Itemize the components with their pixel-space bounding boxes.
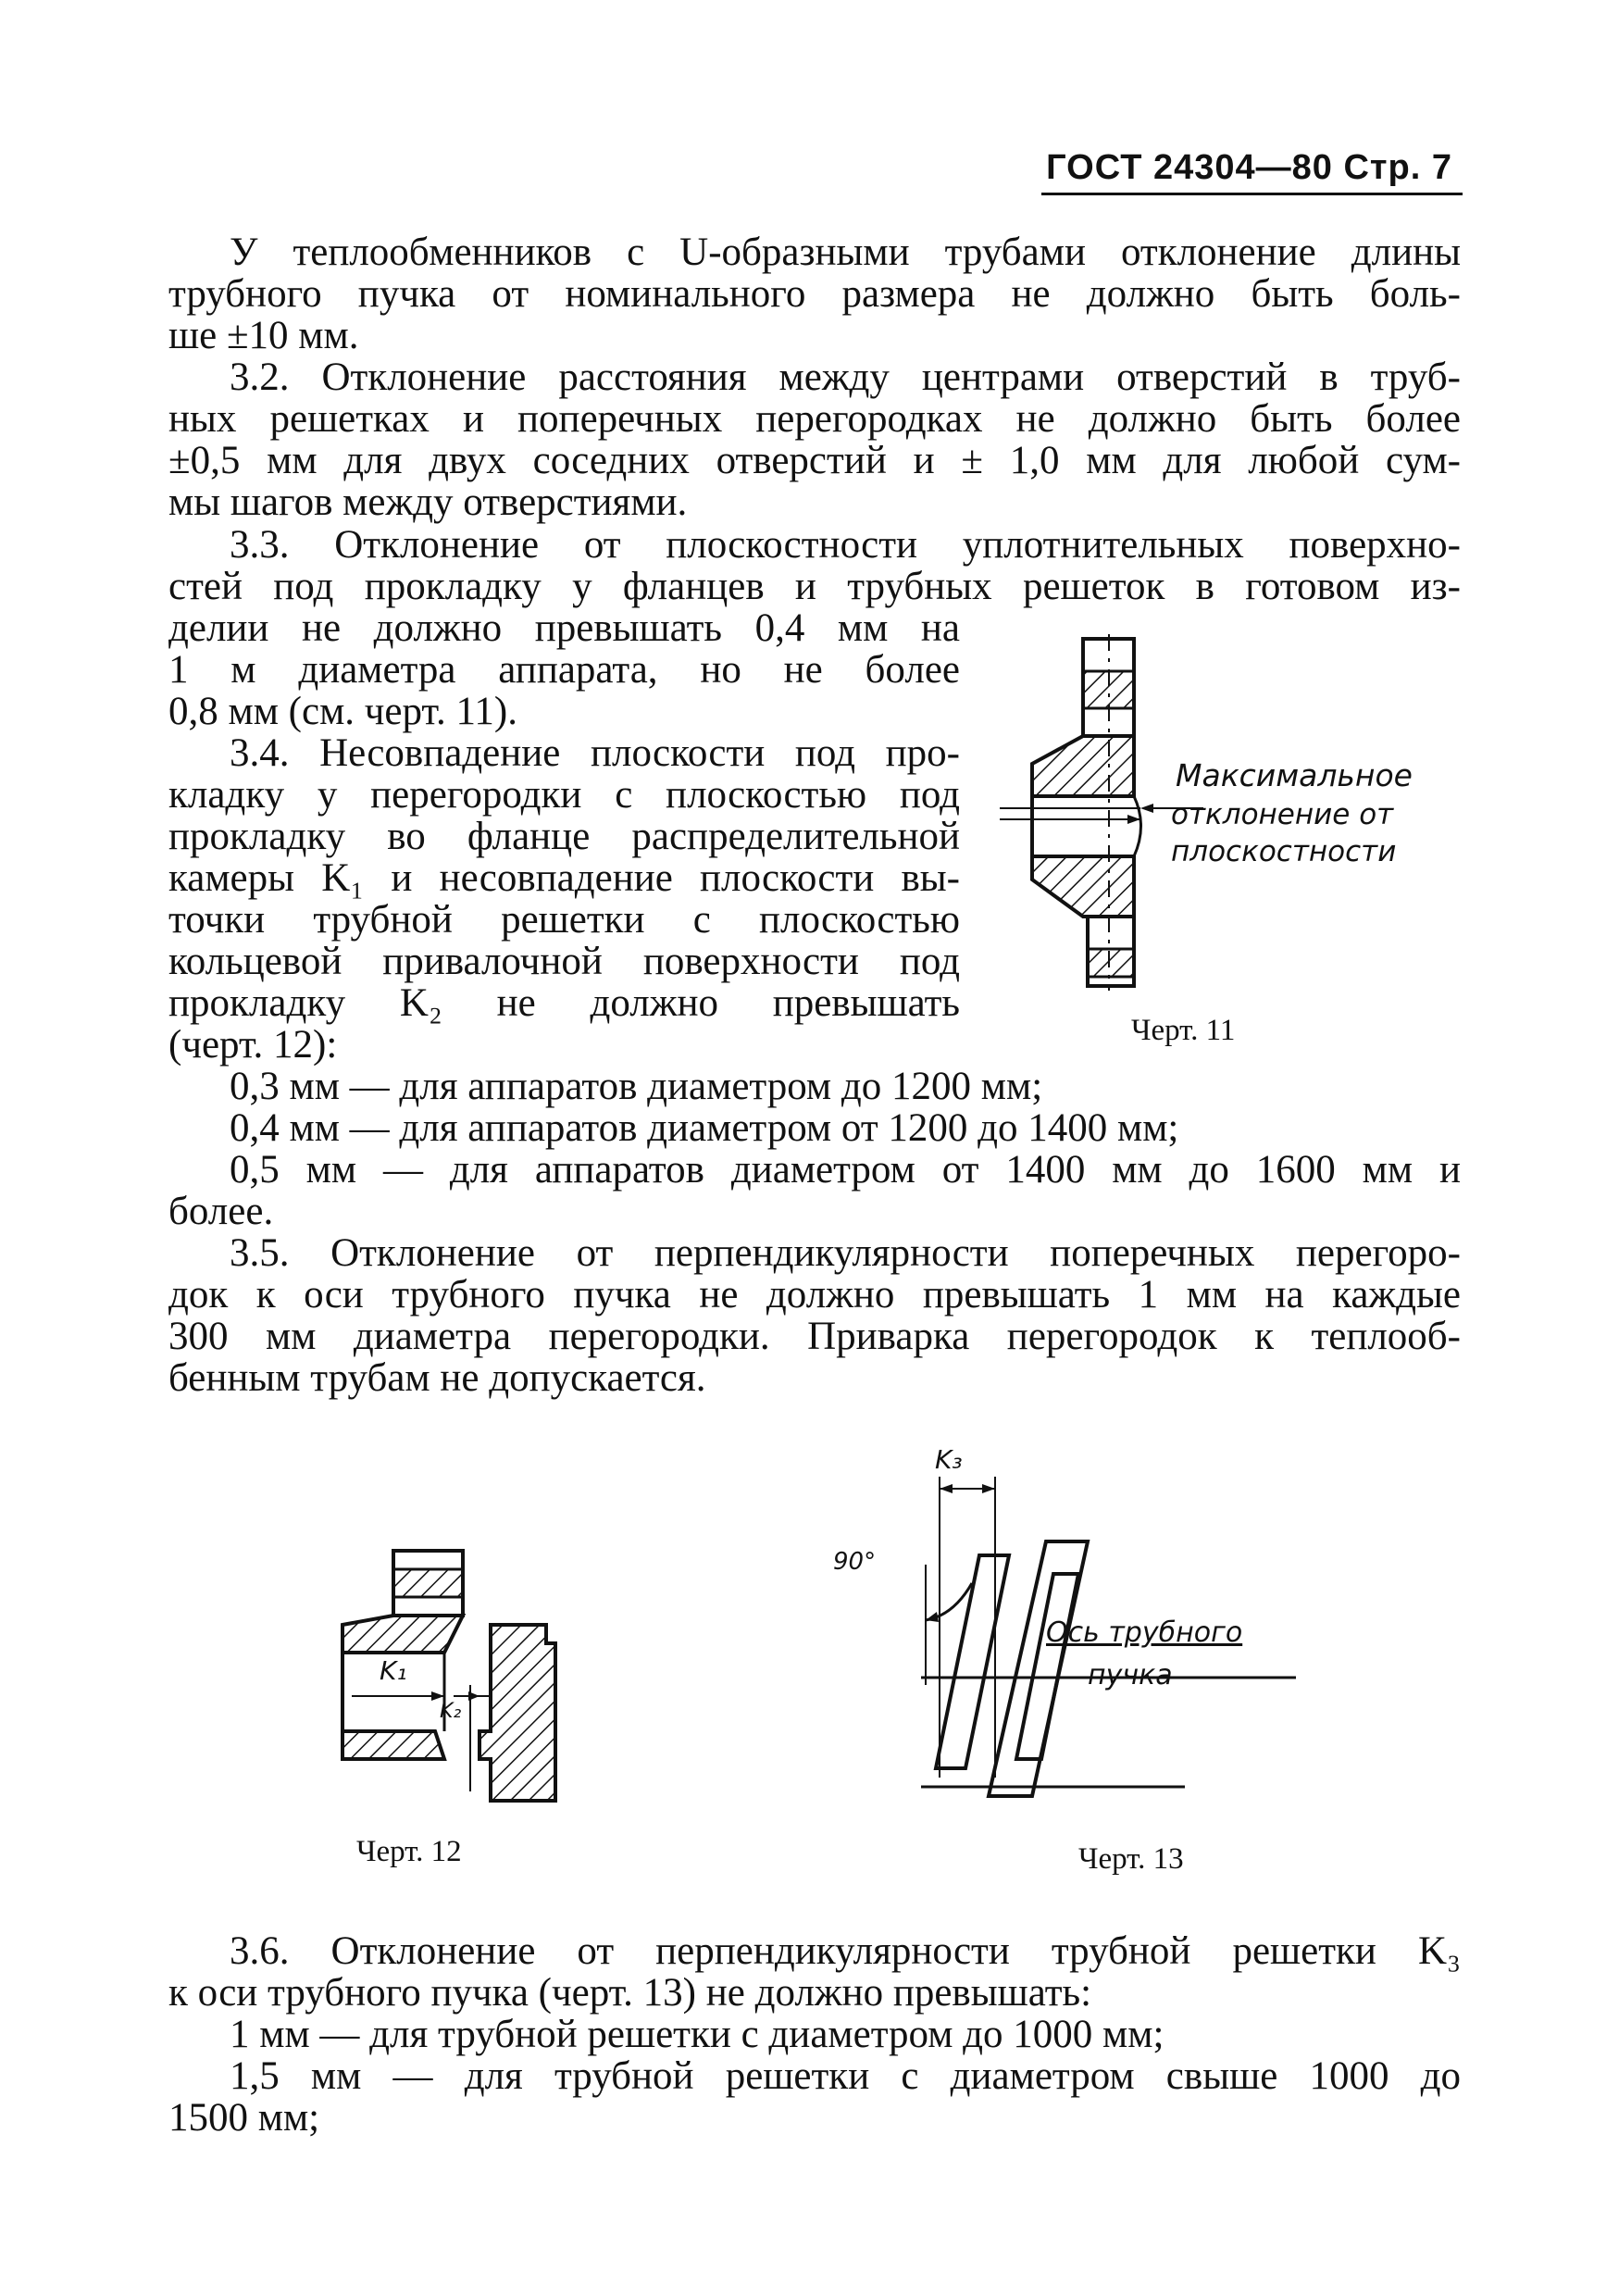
- fig11-label: Максимальное: [1176, 757, 1413, 793]
- figure-11-caption: Черт. 11: [1131, 1014, 1236, 1047]
- para-line: ше ±10 мм.: [168, 314, 359, 357]
- para-line: 1 м диаметра аппарата, но не более: [168, 648, 960, 692]
- fig12-k1-label: K₁: [380, 1655, 407, 1686]
- list-item: 1500 мм;: [168, 2096, 320, 2140]
- para-line: (черт. 12):: [168, 1023, 338, 1067]
- para-line: трубного пучка от номинального размера не должно быть боль-: [168, 272, 1461, 316]
- para-line: мы шагов между отверстиями.: [168, 480, 688, 524]
- fig11-label: отклонение от: [1171, 798, 1394, 831]
- para-line: точки трубной решетки с плоскостью: [168, 898, 960, 942]
- figure-12-drawing: [333, 1537, 583, 1815]
- page-header: ГОСТ 24304—80 Стр. 7: [1046, 148, 1452, 187]
- fig11-label: плоскостности: [1171, 835, 1397, 868]
- para-line: 3.4. Несовпадение плоскости под про-: [230, 731, 960, 775]
- para-line: док к оси трубного пучка не должно превышать 1 мм на каждые: [168, 1273, 1461, 1316]
- para-line: 3.2. Отклонение расстояния между центрами отверстий в труб-: [230, 356, 1461, 399]
- figure-13-caption: Черт. 13: [1078, 1842, 1184, 1876]
- para-line: 3.6. Отклонение от перпендикулярности трубной решетки K₃: [230, 1929, 1461, 1973]
- para-line: стей под прокладку у фланцев и трубных решеток в готовом из-: [168, 565, 1461, 608]
- para-line: 3.5. Отклонение от перпендикулярности поперечных перегоро-: [230, 1231, 1461, 1275]
- para-line: 300 мм диаметра перегородки. Приварка перегородок к теплооб-: [168, 1315, 1461, 1358]
- list-item: 0,5 мм — для аппаратов диаметром от 1400 мм до 1600 мм и: [230, 1148, 1461, 1192]
- para-line: прокладку K₂ не должно превышать: [168, 981, 960, 1025]
- fig12-k2-label: K₂: [440, 1700, 462, 1723]
- para-line: У теплообменников с U-образными трубами отклонение длины: [230, 231, 1461, 274]
- para-line: ных решетках и поперечных перегородках не должно быть более: [168, 397, 1461, 441]
- para-line: делии не должно превышать 0,4 мм на: [168, 606, 960, 650]
- header-rule: [1041, 193, 1463, 195]
- para-line: кольцевой привалочной поверхности под: [168, 940, 960, 983]
- fig13-axis-label: Ось трубного: [1046, 1616, 1243, 1649]
- para-line: 3.3. Отклонение от плоскостности уплотнительных поверхно-: [230, 523, 1461, 567]
- para-line: прокладку во фланце распределительной: [168, 815, 960, 858]
- para-line: ±0,5 мм для двух соседних отверстий и ± 1,0 мм для любой сум-: [168, 439, 1461, 482]
- fig13-k3-label: K₃: [935, 1444, 963, 1475]
- list-item: 0,4 мм — для аппаратов диаметром от 1200 до 1400 мм;: [230, 1106, 1179, 1150]
- para-line: к оси трубного пучка (черт. 13) не должно превышать:: [168, 1971, 1092, 2015]
- para-line: 0,8 мм (см. черт. 11).: [168, 690, 517, 733]
- para-line: бенным трубам не допускается.: [168, 1356, 706, 1400]
- list-item: 1,5 мм — для трубной решетки с диаметром свыше 1000 до: [230, 2054, 1461, 2098]
- list-item: более.: [168, 1190, 274, 1233]
- figure-12-caption: Черт. 12: [356, 1835, 462, 1868]
- para-line: камеры K₁ и несовпадение плоскости вы-: [168, 856, 960, 900]
- list-item: 1 мм — для трубной решетки с диаметром до 1000 мм;: [230, 2013, 1164, 2056]
- fig13-angle-label: 90°: [833, 1548, 877, 1576]
- para-line: кладку у перегородки с плоскостью под: [168, 773, 960, 817]
- list-item: 0,3 мм — для аппаратов диаметром до 1200 мм;: [230, 1065, 1043, 1108]
- fig13-axis-label: пучка: [1088, 1659, 1173, 1691]
